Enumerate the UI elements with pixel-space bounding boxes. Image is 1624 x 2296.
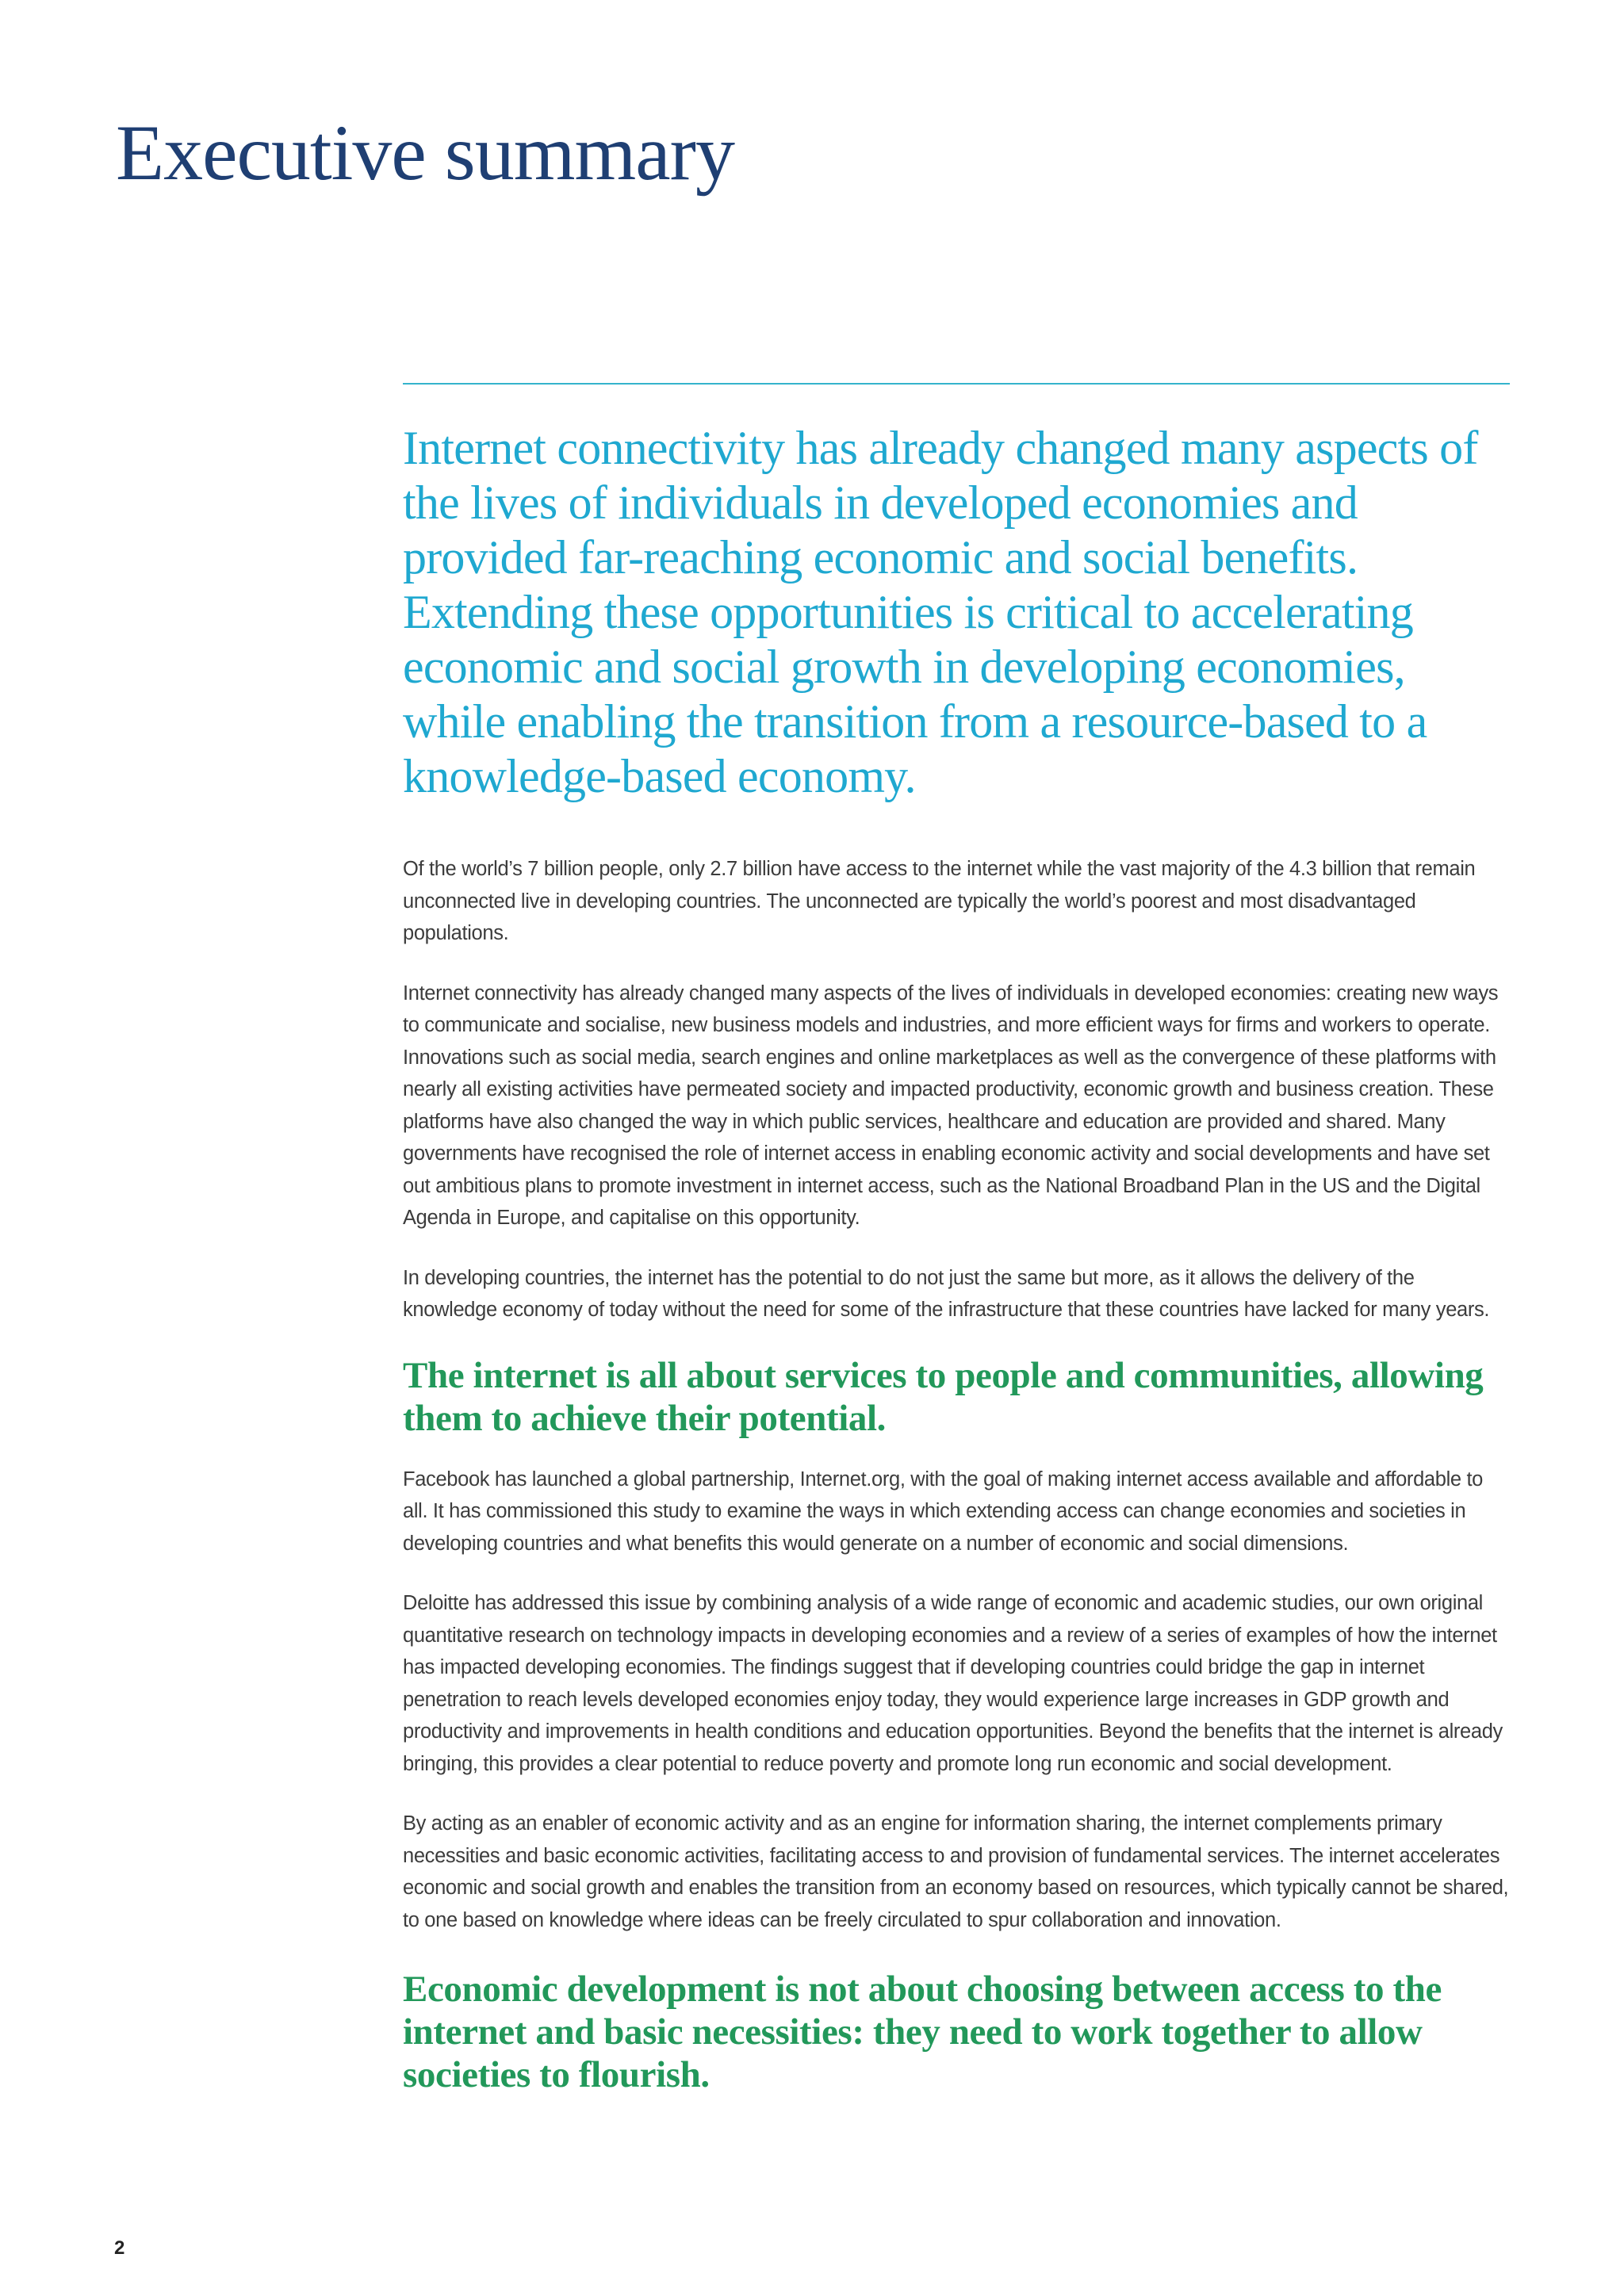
body-paragraph: By acting as an enabler of economic activity and as an engine for information sharing, the internet complements primary necessities and basic economic activities, facilitating access to and provision of fundamental services. The internet accelerates economic and social growth and enables the transition from an economy based on resources, which typically cannot be shared, to one based on knowledge where ideas can be freely circulated to spur collaboration and innovation. (403, 1812, 1509, 1931)
subheading: Economic development is not about choosing between access to the internet and basic necessities: they need to work together to allow societies to flourish. (403, 1969, 1442, 2095)
body-paragraph: Facebook has launched a global partnership, Internet.org, with the goal of making internet access available and affordable to all. It has commissioned this study to examine the ways in which extending access can change economies and societies in developing countries and what benefits this would generate on a number of economic and social dimensions. (403, 1468, 1484, 1555)
body-paragraph: Internet connectivity has already changed many aspects of the lives of individuals in developed economies: creating new ways to communicate and socialise, new business models and industries, and more efficient ways for firms and workers to operate. Innovations such as social media, search engines and online marketplaces as well as the convergence of these platforms with nearly all existing activities have permeated society and impacted productivity, economic growth and business creation. These platforms have also changed the way in which public services, healthcare and education are provided and shared. Many governments have recognised the role of internet access in enabling economic activity and social developments and have set out ambitious plans to promote investment in internet access, such as the National Broadband Plan in the US and the Digital Agenda in Europe, and capitalise on this opportunity. (403, 982, 1499, 1229)
page-number: 2 (114, 2237, 125, 2259)
body-paragraph: In developing countries, the internet has the potential to do not just the same but more, as it allows the delivery of the knowledge economy of today without the need for some of the infrastructure that these countries have lacked for many years. (403, 1266, 1490, 1321)
page-title: Executive summary (116, 109, 734, 197)
subheading: The internet is all about services to people and communities, allowing them to achieve their potential. (403, 1354, 1484, 1439)
divider-rule (403, 383, 1510, 385)
lead-statement: Internet connectivity has already changed many aspects of the lives of individuals in developed economies and provided far-reaching economic and social benefits. Extending these opportunities is critical to accelerating economic and social growth in developing economies, while enabling the transition from a resource-based to a knowledge-based economy. (403, 422, 1478, 802)
main-content (403, 383, 1510, 2120)
body-paragraph: Of the world’s 7 billion people, only 2.7 billion have access to the internet while the vast majority of the 4.3 billion that remain unconnected live in developing countries. The unconnected are typically the world’s poorest and most disadvantaged populations. (403, 858, 1476, 944)
body-paragraph: Deloitte has addressed this issue by combining analysis of a wide range of economic and academic studies, our own original quantitative research on technology impacts in developing economies and a review of a series of examples of how the internet has impacted developing economies. The findings suggest that if developing countries could bridge the gap in internet penetration to reach levels developed economies enjoy today, they would experience large increases in GDP growth and productivity and improvements in health conditions and education opportunities. Beyond the benefits that the internet is already bringing, this provides a clear potential to reduce poverty and promote long run economic and social development. (403, 1592, 1503, 1775)
